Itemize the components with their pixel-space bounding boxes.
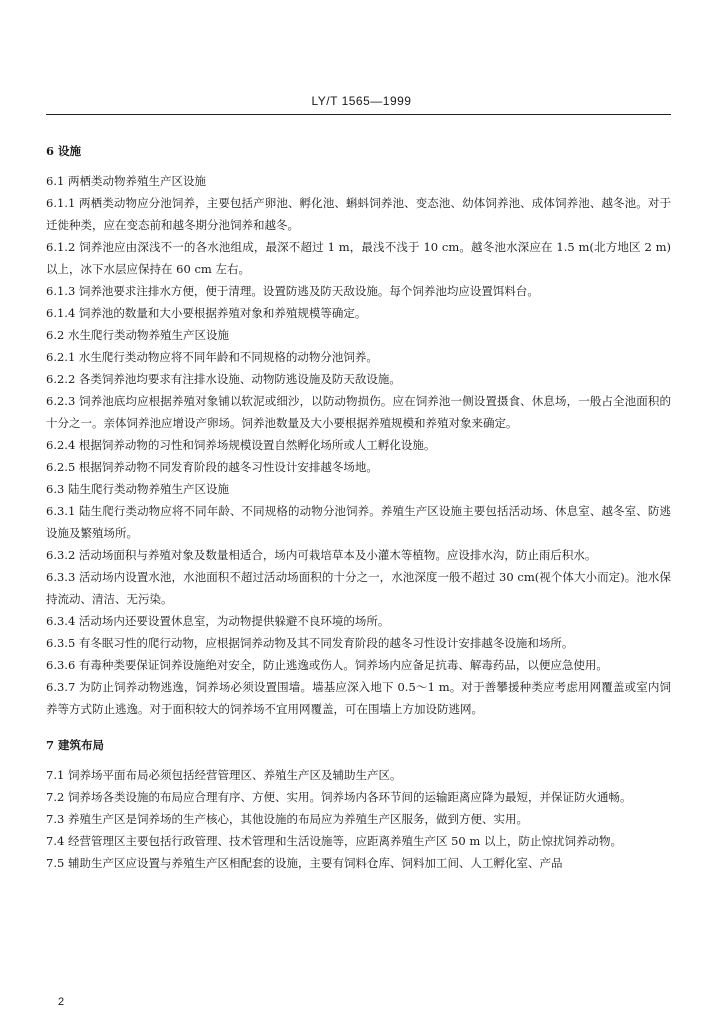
clause-6-3-6: 6.3.6 有毒种类要保证饲养设施绝对安全，防止逃逸或伤人。饲养场内应备足抗毒、解毒药品，以便应急使用。: [46, 658, 608, 672]
clause-6-2: 6.2 水生爬行类动物养殖生产区设施: [46, 328, 229, 342]
clause-6-2-3: 6.2.3 饲养池底均应根据养殖对象铺以软泥或细沙，以防动物损伤。应在饲养池一侧设置摄食、休息场，一般占全池面积的十分之一。亲体饲养池应增设产卵场。饲养池数量及大小要根据养殖规模和养殖对象来确定。: [46, 394, 671, 430]
clause-6-3-7: 6.3.7 为防止饲养动物逃逸，饲养场必须设置围墙。墙基应深入地下 0.5～1 m。对于善攀援种类应考虑用网覆盖或室内饲养等方式防止逃逸。对于面积较大的饲养场不宜用网覆盖，可在围墙上方加设防逃网。: [46, 680, 671, 716]
document-body: [46, 138, 671, 874]
clause-6-3-3: 6.3.3 活动场内设置水池，水池面积不超过活动场面积的十分之一，水池深度一般不超过 30 cm(视个体大小而定)。池水保持流动、清洁、无污染。: [46, 570, 671, 606]
clause-7-3: 7.3 养殖生产区是饲养场的生产核心，其他设施的布局应为养殖生产区服务，做到方便、实用。: [46, 812, 528, 826]
header-rule: [46, 114, 671, 115]
clause-6-1-2: 6.1.2 饲养池应由深浅不一的各水池组成，最深不超过 1 m，最浅不浅于 10 cm。越冬池水深应在 1.5 m(北方地区 2 m)以上，冰下水层应保持在 60 cm 左右。: [46, 240, 671, 276]
clause-6-2-2: 6.2.2 各类饲养池均要求有注排水设施、动物防逃设施及防天敌设施。: [46, 372, 401, 386]
clause-6-2-5: 6.2.5 根据饲养动物不同发育阶段的越冬习性设计安排越冬场地。: [46, 460, 378, 474]
clause-6-1: 6.1 两栖类动物养殖生产区设施: [46, 174, 206, 188]
clause-6-3-5: 6.3.5 有冬眠习性的爬行动物，应根据饲养动物及其不同发育阶段的越冬习性设计安排越冬设施和场所。: [46, 636, 574, 650]
clause-7-1: 7.1 饲养场平面布局必须包括经营管理区、养殖生产区及辅助生产区。: [46, 768, 402, 782]
clause-6-2-4: 6.2.4 根据饲养动物的习性和饲养场规模设置自然孵化场所或人工孵化设施。: [46, 438, 436, 452]
clause-6-3: 6.3 陆生爬行类动物养殖生产区设施: [46, 482, 229, 496]
clause-6-1-4: 6.1.4 饲养池的数量和大小要根据养殖对象和养殖规模等确定。: [46, 306, 367, 320]
clause-6-2-1: 6.2.1 水生爬行类动物应将不同年龄和不同规格的动物分池饲养。: [46, 350, 378, 364]
section-7-title: 7 建筑布局: [46, 738, 105, 752]
clause-7-2: 7.2 饲养场各类设施的布局应合理有序、方便、实用。饲养场内各环节间的运输距离应降为最短，并保证防火通畅。: [46, 790, 632, 804]
section-6-title: 6 设施: [46, 144, 82, 158]
clause-6-3-2: 6.3.2 活动场面积与养殖对象及数量相适合，场内可栽培草本及小灌木等植物。应设排水沟，防止雨后积水。: [46, 548, 597, 562]
clause-6-3-4: 6.3.4 活动场内还要设置休息室，为动物提供躲避不良环境的场所。: [46, 614, 390, 628]
clause-7-4: 7.4 经营管理区主要包括行政管理、技术管理和生活设施等，应距离养殖生产区 50 m 以上，防止惊扰饲养动物。: [46, 834, 622, 848]
clause-6-3-1: 6.3.1 陆生爬行类动物应将不同年龄、不同规格的动物分池饲养。养殖生产区设施主要包括活动场、休息室、越冬室、防逃设施及繁殖场所。: [46, 504, 671, 540]
clause-6-1-3: 6.1.3 饲养池要求注排水方便，便于清理。设置防逃及防天敌设施。每个饲养池均应设置饵料台。: [46, 284, 539, 298]
clause-6-1-1: 6.1.1 两栖类动物应分池饲养，主要包括产卵池、孵化池、蝌蚪饲养池、变态池、幼体饲养池、成体饲养池、越冬池。对于迁徙种类，应在变态前和越冬期分池饲养和越冬。: [46, 196, 671, 232]
page-number: 2: [58, 996, 65, 1008]
clause-7-5: 7.5 辅助生产区应设置与养殖生产区相配套的设施，主要有饲料仓库、饲料加工间、人工孵化室、产品: [46, 856, 563, 870]
standard-header: LY/T 1565—1999: [311, 94, 412, 108]
